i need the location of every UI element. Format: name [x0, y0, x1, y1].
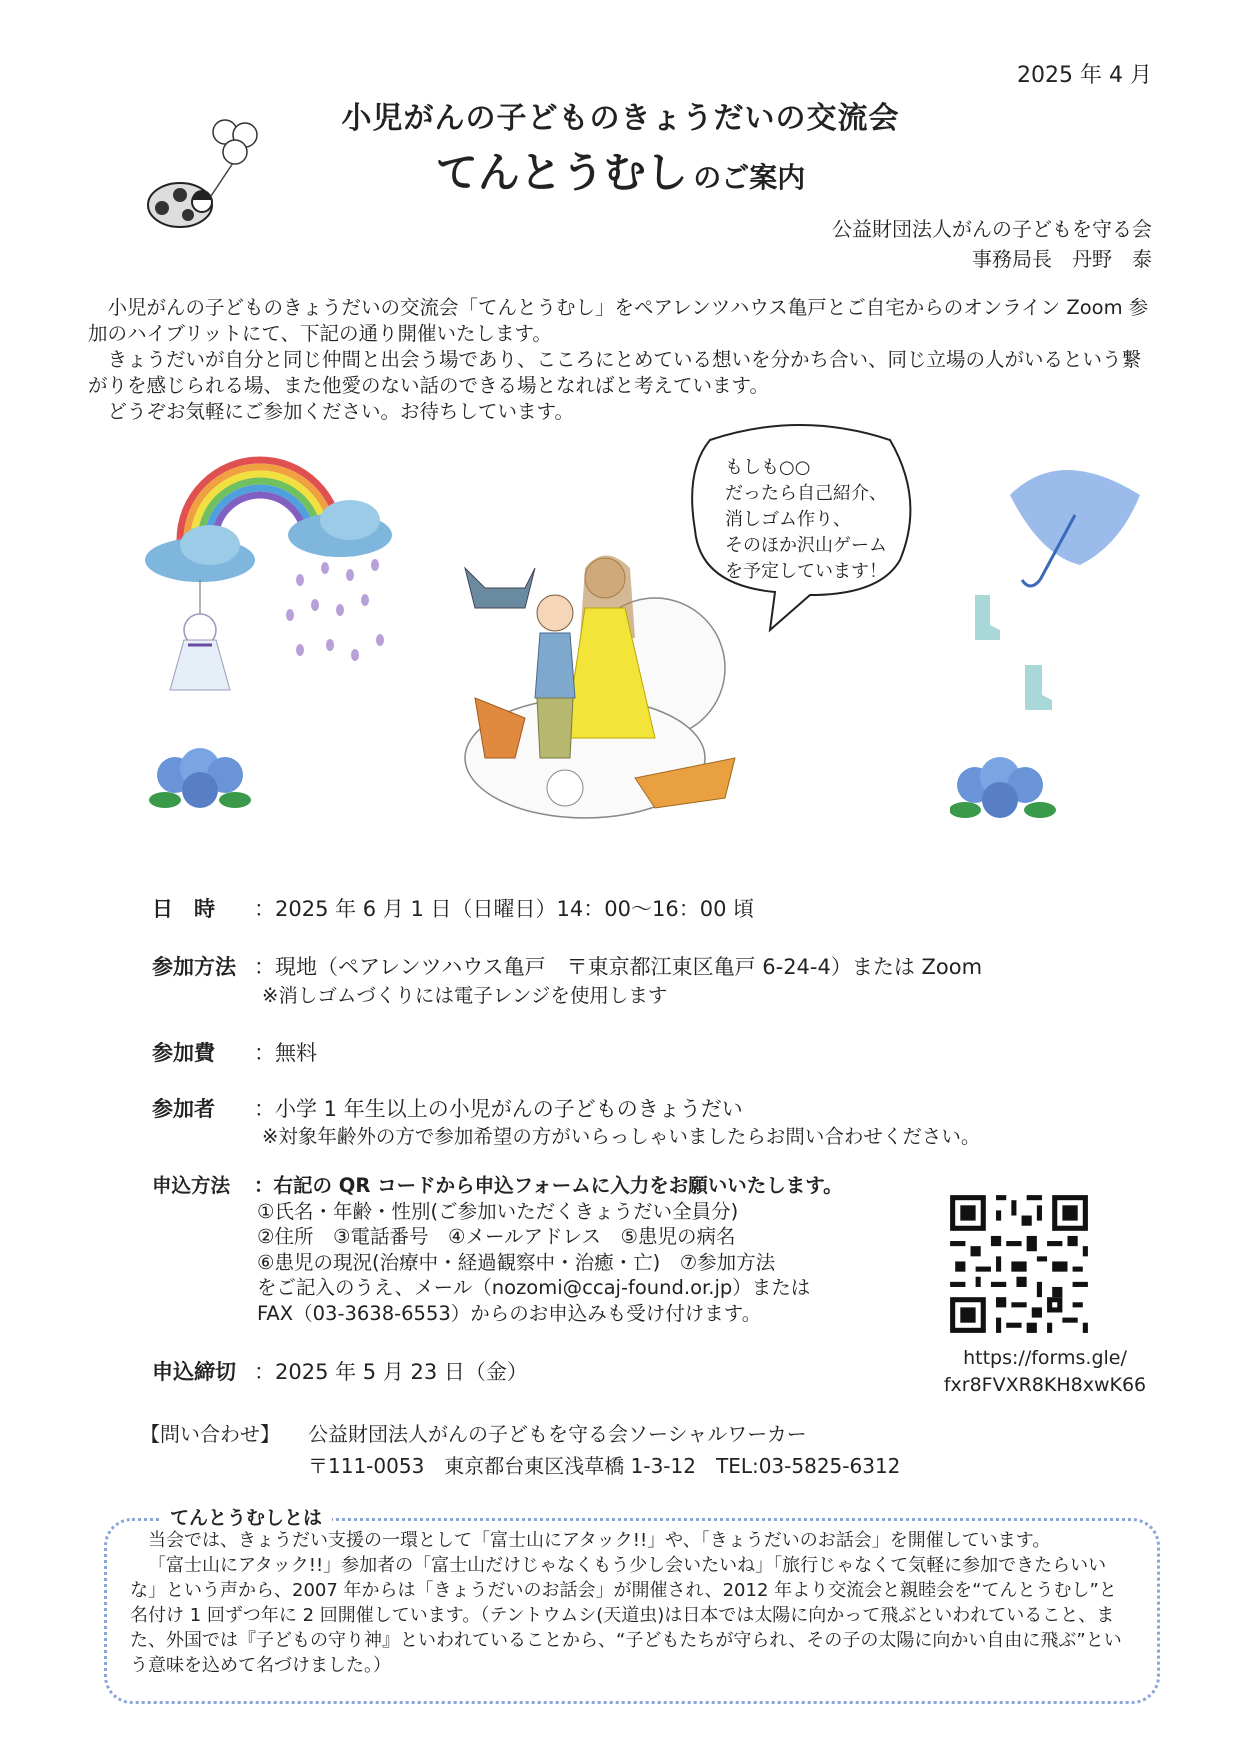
apply-line: をご記入のうえ、メール（nozomi@ccaj-found.or.jp）または [257, 1276, 811, 1299]
bubble-line: を予定しています！ [725, 561, 887, 582]
fee-label: 参加費 [152, 1041, 215, 1065]
umbrella-illustration [950, 455, 1150, 875]
contact-info [308, 1418, 900, 1482]
organization-name: 公益財団法人がんの子どもを守る会 [832, 217, 1152, 241]
organizer-person: 事務局長 丹野 泰 [972, 247, 1152, 271]
event-name: てんとうむし [435, 148, 688, 197]
method-value: ：現地（ペアレンツハウス亀戸 〒東京都江東区亀戸 6-24-4）または Zoom [254, 955, 983, 979]
apply-line: ①氏名・年齢・性別(ご参加いただくきょうだい全員分) [257, 1199, 739, 1223]
about-paragraph: 当会では、きょうだい支援の一環として「富士山にアタック!!」や、「きょうだいのお話会」を開催しています。 [148, 1530, 1051, 1551]
intro-paragraph: どうぞお気軽にご参加ください。お待ちしています。 [107, 400, 574, 423]
intro-paragraph: きょうだいが自分と同じ仲間と出会う場であり、こころにとめている想いを分かち合い、同じ立場の人がいるという繋がりを感じられる場、また他愛のない話のできる場となればと考えています。 [88, 348, 1142, 397]
bubble-line: もしも○○ [725, 457, 811, 478]
participants-value: ：小学 1 年生以上の小児がんの子どものきょうだい [254, 1097, 743, 1121]
qr-url-line: https://forms.gle/ [963, 1347, 1127, 1369]
deadline-label: 申込締切 [152, 1360, 236, 1384]
datetime-value: ：2025 年 6 月 1 日（日曜日）14：00～16：00 頃 [254, 897, 755, 921]
organizer [832, 214, 1152, 274]
bubble-line: そのほか沢山ゲーム [725, 535, 887, 556]
contact-label: 【問い合わせ】 [140, 1422, 280, 1446]
qr-url-line: fxr8FVXR8KH8xwK66 [943, 1374, 1147, 1396]
qr-url[interactable] [880, 1345, 1210, 1399]
qr-code[interactable] [945, 1190, 1093, 1338]
intro-paragraph: 小児がんの子どものきょうだいの交流会「てんとうむし」をペアレンツハウス亀戸とご自宅からのオンライン Zoom 参加のハイブリットにて、下記の通り開催いたします。 [88, 296, 1149, 345]
deadline-row [152, 1356, 528, 1386]
apply-value: ：右記の QR コードから申込フォームに入力をお願いいたします。 [254, 1174, 843, 1197]
about-text [130, 1528, 1130, 1678]
contact-address: 〒111-0053 東京都台東区浅草橋 1-3-12 TEL:03-5825-6312 [308, 1454, 901, 1478]
about-title: てんとうむしとは [160, 1503, 332, 1530]
bubble-line: だったら自己紹介、 [725, 483, 887, 504]
participants-row [152, 1093, 743, 1123]
datetime-label: 日 時 [152, 897, 215, 921]
datetime-row [152, 893, 754, 923]
page-title: 小児がんの子どものきょうだいの交流会 [341, 101, 900, 136]
apply-line: ⑥患児の現況(治療中・経過観察中・治癒・亡) ⑦参加方法 [257, 1250, 776, 1274]
bubble-line: 消しゴム作り、 [725, 509, 851, 530]
method-note: ※消しゴムづくりには電子レンジを使用します [262, 984, 668, 1007]
intro-text [88, 295, 1158, 425]
apply-label: 申込方法 [152, 1174, 231, 1197]
issue-date: 2025 年 4 月 [1017, 63, 1152, 88]
fee-value: ：無料 [254, 1041, 317, 1065]
contact-org: 公益財団法人がんの子どもを守る会ソーシャルワーカー [308, 1422, 807, 1446]
apply-line: ②住所 ③電話番号 ④メールアドレス ⑤患児の病名 [257, 1225, 736, 1248]
method-row [152, 951, 982, 981]
speech-bubble-text [725, 455, 887, 585]
apply-line: FAX（03-3638-6553）からのお申込みも受け付けます。 [257, 1301, 762, 1325]
method-label: 参加方法 [152, 955, 236, 979]
about-paragraph: 「富士山にアタック!!」参加者の「富士山だけじゃなくもう少し会いたいね」「旅行じゃなくて気軽に参加できたらいいな」という声から、2007 年からは「きょうだいのお話会」が開催され、2012 年より交流会と親睦会を“てんとうむし”と名付け 1 回ずつ年に 2 回開催しています。（テントウムシ(天道虫)は日本では太陽に向かって飛ぶといわれていること、また、外国では『子どもの守り神』といわれていることから、“子どもたちが守られ、その子の太陽に向かい自由に飛ぶ”という意味を込めて名づけました。） [130, 1555, 1122, 1676]
fee-row [152, 1037, 317, 1067]
participants-label: 参加者 [152, 1097, 215, 1121]
subtitle-suffix: のご案内 [693, 161, 806, 194]
apply-section [152, 1173, 843, 1326]
rainbow-illustration [140, 450, 430, 870]
deadline-value: ：2025 年 5 月 23 日（金） [254, 1360, 528, 1384]
ladybug-clover-illustration [140, 110, 270, 240]
participants-note: ※対象年齢外の方で参加希望の方がいらっしゃいましたらお問い合わせください。 [262, 1125, 981, 1148]
